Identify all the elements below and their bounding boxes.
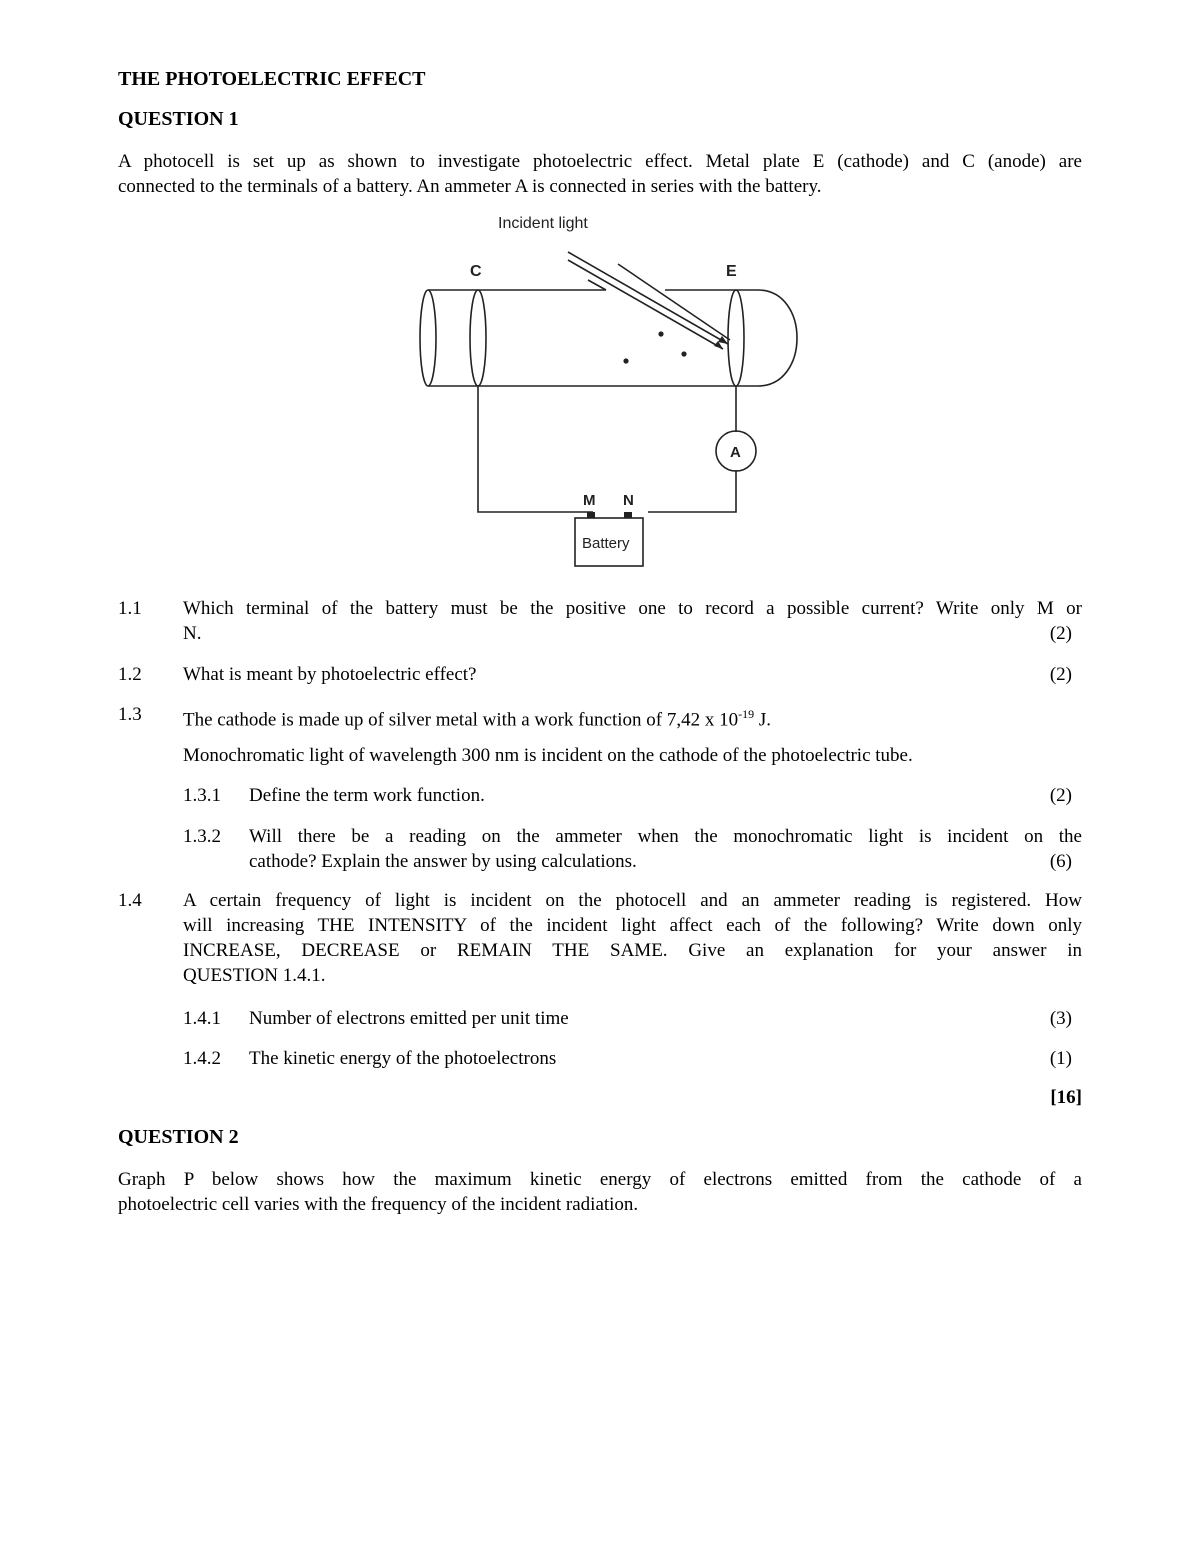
question-text-line-1: A certain frequency of light is incident on the photocell and an ammeter reading is registered. How: [183, 890, 1082, 911]
electron-dot: [623, 358, 628, 363]
electron-dot: [681, 351, 686, 356]
label-c: C: [470, 263, 482, 280]
battery-label: Battery: [582, 535, 630, 552]
question-number: 1.3: [118, 704, 142, 725]
question-text: What is meant by photoelectric effect?: [183, 664, 477, 685]
question-text-line-2: cathode? Explain the answer by using calculations.: [249, 851, 637, 872]
question-text-line-1: Which terminal of the battery must be the positive one to record a possible current? Write only M or: [183, 598, 1082, 619]
marks: (3): [1049, 1008, 1072, 1029]
label-e: E: [726, 263, 737, 280]
label-m: M: [583, 492, 596, 509]
question-number: 1.4: [118, 890, 142, 911]
incident-light-label: Incident light: [498, 215, 588, 232]
question-1-2: [118, 662, 1082, 687]
light-ray-1: [568, 252, 728, 344]
question-1-3-context: [118, 743, 1082, 768]
light-ray-2: [568, 260, 723, 349]
question-1-intro: [118, 149, 1082, 199]
question-number: 1.3.1: [183, 785, 221, 806]
question-2-intro: [118, 1167, 1082, 1217]
terminal-m: [587, 512, 595, 518]
question-text: Define the term work function.: [249, 785, 485, 806]
intro-line-2: connected to the terminals of a battery. An ammeter A is connected in series with the battery.: [118, 176, 822, 197]
page-title: THE PHOTOELECTRIC EFFECT: [118, 68, 426, 90]
wire-right: [648, 470, 736, 512]
tube-left-end: [420, 290, 436, 386]
question-1-3-1: [183, 783, 1082, 808]
question-text-line-1: Will there be a reading on the ammeter when the monochromatic light is incident on the: [249, 826, 1082, 847]
electron-dot: [658, 331, 663, 336]
question-1-4-1: [183, 1006, 1082, 1031]
question-1-4-2: [183, 1046, 1082, 1071]
question-1-title: QUESTION 1: [118, 108, 239, 130]
question-text: Number of electrons emitted per unit time: [249, 1008, 569, 1029]
marks: (2): [1049, 785, 1072, 806]
question-number: 1.3.2: [183, 826, 221, 847]
question-text: The kinetic energy of the photoelectrons: [249, 1048, 557, 1069]
question-1-total: [16]: [1050, 1087, 1082, 1108]
question-text-line-3: INCREASE, DECREASE or REMAIN THE SAME. Give an explanation for your answer in: [183, 940, 1082, 961]
marks: (2): [1049, 623, 1072, 644]
question-number: 1.4.1: [183, 1008, 221, 1029]
marks: (2): [1049, 664, 1072, 685]
work-function-text: The cathode is made up of silver metal with a work function of 7,42 x 10: [183, 709, 739, 731]
exponent: -19: [738, 707, 755, 721]
question-1-3: [118, 702, 1082, 731]
question-1-1: [118, 596, 1082, 646]
label-n: N: [623, 492, 634, 509]
question-number: 1.1: [118, 598, 142, 619]
question-text: [183, 702, 1082, 732]
wavelength-text: Monochromatic light of wavelength 300 nm is incident on the cathode of the photoelectric tube.: [183, 745, 913, 766]
marks: (6): [1049, 851, 1072, 872]
question-1-3-2: [183, 824, 1082, 874]
marks: (1): [1049, 1048, 1072, 1069]
question-2-line-2: photoelectric cell varies with the frequency of the incident radiation.: [118, 1194, 639, 1215]
intro-line-1: A photocell is set up as shown to investigate photoelectric effect. Metal plate E (cathode) and C (anode) are: [118, 151, 1082, 172]
question-text-line-4: QUESTION 1.4.1.: [183, 965, 326, 986]
question-number: 1.4.2: [183, 1048, 221, 1069]
unit-text: J.: [754, 709, 771, 731]
light-ray-3: [618, 264, 730, 340]
question-1-4: [118, 888, 1082, 988]
photocell-diagram: [418, 212, 808, 572]
cathode-plate-e: [728, 290, 744, 386]
question-text-line-2: will increasing THE INTENSITY of the incident light affect each of the following? Write down only: [183, 915, 1082, 936]
question-text-line-2: N.: [183, 623, 202, 644]
question-2-title: QUESTION 2: [118, 1126, 239, 1148]
tube-end-cap: [758, 290, 797, 386]
terminal-n: [624, 512, 632, 518]
question-number: 1.2: [118, 664, 142, 685]
question-2-line-1: Graph P below shows how the maximum kinetic energy of electrons emitted from the cathode of a: [118, 1169, 1082, 1190]
tube-window-notch: [588, 280, 606, 290]
wire-left: [478, 386, 593, 512]
ammeter-label: A: [730, 444, 741, 461]
anode-plate-c: [470, 290, 486, 386]
